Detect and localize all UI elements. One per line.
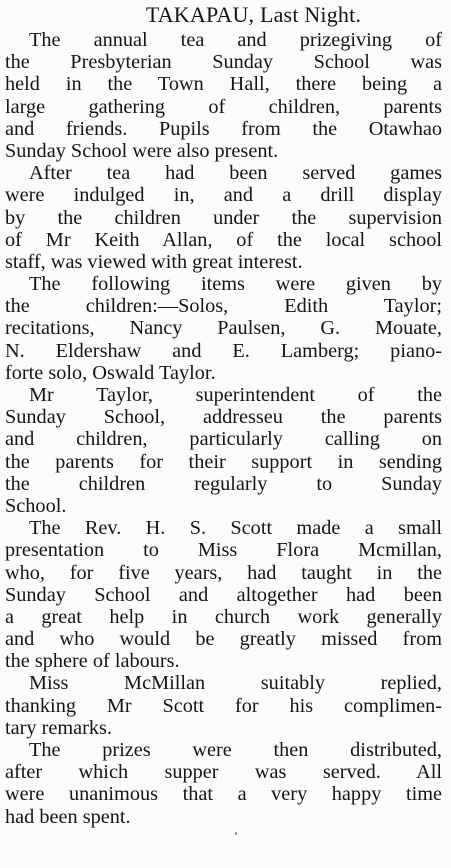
article-line: by the children under the supervision [5, 206, 442, 229]
article-line: thanking Mr Scott for his complimen- [5, 694, 442, 717]
article-line: The annual tea and prizegiving of [29, 29, 442, 51]
headline: TAKAPAU, Last Night. [145, 2, 362, 27]
article-line: School. [5, 494, 67, 517]
article-body [5, 29, 442, 828]
article-line: The prizes were then distributed, [29, 739, 442, 761]
article-line: Miss McMillan suitably replied, [29, 672, 442, 695]
article-line: Sunday School and altogether had been [5, 583, 442, 606]
article-line: were indulged in, and a drill display [5, 184, 442, 207]
article-line: who, for five years, had taught in the [5, 561, 442, 584]
article-line: the children:—Solos, Edith Taylor; [5, 295, 442, 318]
article-line: presentation to Miss Flora Mcmillan, [5, 539, 442, 562]
article-line: after which supper was served. All [5, 761, 442, 784]
article-line: staff, was viewed with great interest. [5, 250, 303, 273]
article-line: of Mr Keith Allan, of the local school [5, 228, 442, 251]
article-line: The Rev. H. S. Scott made a small [29, 517, 442, 540]
article-line: and friends. Pupils from the Otawhao [5, 117, 442, 140]
article-line: large gathering of children, parents [5, 95, 442, 118]
article-line: Sunday School were also present. [5, 139, 279, 162]
article-line: had been spent. [5, 805, 131, 828]
article-line: the sphere of labours. [5, 650, 180, 673]
print-speck [235, 832, 237, 835]
article-line: a great help in church work generally [5, 605, 442, 628]
article-line: the children regularly to Sunday [5, 472, 442, 495]
article-line: The following items were given by [29, 273, 442, 296]
article-line: forte solo, Oswald Taylor. [5, 361, 216, 384]
article-line: Mr Taylor, superintendent of the [29, 384, 442, 406]
article-line: N. Eldershaw and E. Lamberg; piano- [5, 339, 442, 362]
article-line: recitations, Nancy Paulsen, G. Mouate, [5, 317, 442, 340]
article-line: were unanimous that a very happy time [5, 783, 442, 806]
article-line: and who would be greatly missed from [5, 628, 442, 651]
article-line: After tea had been served games [29, 162, 442, 185]
article-line: and children, particularly calling on [5, 428, 442, 451]
article-line: Sunday School, addresseu the parents [5, 406, 442, 429]
article-line: the Presbyterian Sunday School was [5, 51, 442, 74]
article-line: held in the Town Hall, there being a [5, 73, 442, 96]
article-line: tary remarks. [5, 716, 112, 739]
article-line: the parents for their support in sending [5, 450, 442, 473]
